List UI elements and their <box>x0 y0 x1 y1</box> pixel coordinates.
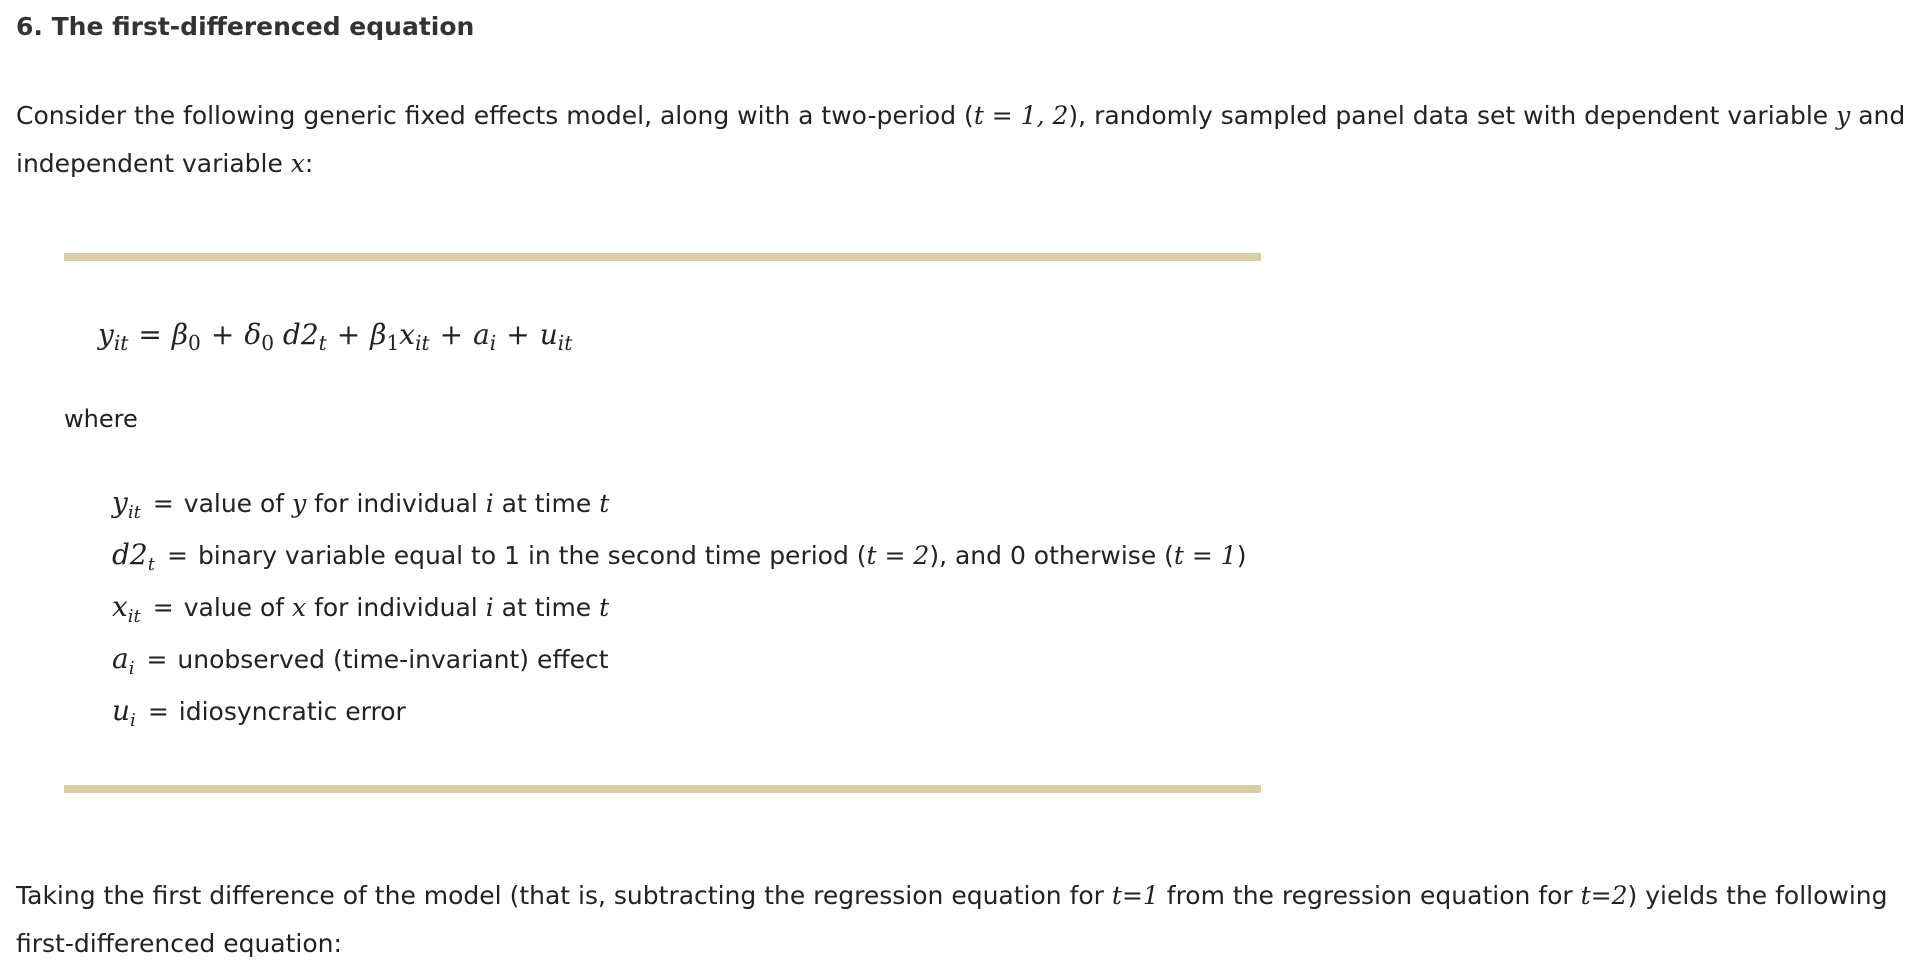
def-var: t <box>599 593 610 622</box>
intro-text: ), randomly sampled panel data set with dependent variable <box>1068 101 1837 130</box>
def-symbol: u <box>112 694 131 727</box>
def-symbol: y <box>112 486 128 519</box>
def-text: unobserved (time-invariant) effect <box>177 645 609 674</box>
intro-var-x: x <box>290 149 305 178</box>
intro-text: : <box>304 149 314 178</box>
eq-beta1-sub: 1 <box>386 331 400 356</box>
def-var: x <box>292 593 307 622</box>
def-equals: = <box>146 645 168 674</box>
intro-var-y: y <box>1836 101 1851 130</box>
def-text: for individual <box>306 489 486 518</box>
def-symbol-sub: it <box>127 605 141 627</box>
def-equals: = <box>152 593 174 622</box>
divider-bottom <box>64 785 1261 793</box>
eq-lhs-sub: it <box>113 331 129 356</box>
outro-text: Taking the first difference of the model (that is, subtracting the regression equation for <box>16 881 1112 910</box>
intro-line-2 <box>16 140 1852 188</box>
eq-u-sub: it <box>557 331 573 356</box>
eq-beta1: β <box>370 318 387 351</box>
eq-d2: d2 <box>282 318 319 351</box>
eq-x-sub: it <box>415 331 430 356</box>
def-text: ), and 0 otherwise ( <box>929 541 1174 570</box>
outro-text: from the regression equation for <box>1158 881 1581 910</box>
outro-line-1 <box>16 872 1888 920</box>
def-symbol: x <box>112 590 128 623</box>
def-text: value of <box>183 489 293 518</box>
def-symbol: a <box>112 642 129 675</box>
def-text: at time <box>493 489 600 518</box>
def-text: at time <box>493 593 600 622</box>
intro-text: and <box>1850 101 1905 130</box>
def-var: i <box>485 593 494 622</box>
eq-equals: = <box>138 318 162 351</box>
outro-text: ) yields the following <box>1627 881 1888 910</box>
outro-line-2: first-differenced equation: <box>16 929 342 958</box>
def-text: binary variable equal to 1 in the second time period ( <box>197 541 867 570</box>
def-var: y <box>292 489 307 518</box>
def-condition: t = 2 <box>866 541 930 570</box>
eq-beta0: β <box>171 318 189 351</box>
intro-t-equals: t = <box>973 101 1021 130</box>
where-label: where <box>64 405 138 433</box>
def-text: value of <box>183 593 293 622</box>
eq-delta0-sub: 0 <box>261 331 275 356</box>
intro-text: independent variable <box>16 149 291 178</box>
def-var: t <box>599 489 610 518</box>
def-symbol-sub: t <box>147 553 155 575</box>
eq-plus: + <box>439 318 464 351</box>
eq-u: u <box>539 318 558 351</box>
intro-periods: 1, 2 <box>1020 101 1069 130</box>
def-symbol-sub: i <box>128 657 135 679</box>
eq-a: a <box>473 318 490 351</box>
def-equals: = <box>166 541 188 570</box>
divider-top <box>64 253 1261 261</box>
eq-lhs: y <box>98 318 114 351</box>
definition-row <box>112 694 406 731</box>
eq-plus: + <box>336 318 361 351</box>
def-text: ) <box>1236 541 1247 570</box>
intro-line-1 <box>16 92 1905 140</box>
eq-plus: + <box>210 318 235 351</box>
definition-row <box>112 590 610 627</box>
def-condition: t = 1 <box>1173 541 1237 570</box>
eq-d2-sub: t <box>318 331 327 356</box>
definition-row <box>112 642 609 679</box>
outro-t2: t=2 <box>1580 881 1628 910</box>
outro-t1: t=1 <box>1111 881 1159 910</box>
intro-paragraph <box>16 92 1905 188</box>
def-text: for individual <box>306 593 486 622</box>
model-equation <box>98 318 573 356</box>
eq-beta0-sub: 0 <box>188 331 201 356</box>
def-symbol-sub: i <box>130 709 136 731</box>
definition-row <box>112 538 1247 575</box>
def-var: i <box>485 489 494 518</box>
eq-plus: + <box>506 318 530 351</box>
eq-a-sub: i <box>489 331 497 356</box>
def-equals: = <box>152 489 174 518</box>
intro-text: Consider the following generic fixed effects model, along with a two-period ( <box>16 101 974 130</box>
def-equals: = <box>147 697 169 726</box>
outro-paragraph <box>16 872 1888 968</box>
eq-delta0: δ <box>244 318 262 351</box>
section-heading: 6. The first-differenced equation <box>16 12 475 41</box>
definition-row <box>112 486 610 523</box>
def-symbol: d2 <box>112 538 148 571</box>
def-text: idiosyncratic error <box>178 697 406 726</box>
eq-x: x <box>399 318 416 351</box>
def-symbol-sub: it <box>127 501 141 523</box>
